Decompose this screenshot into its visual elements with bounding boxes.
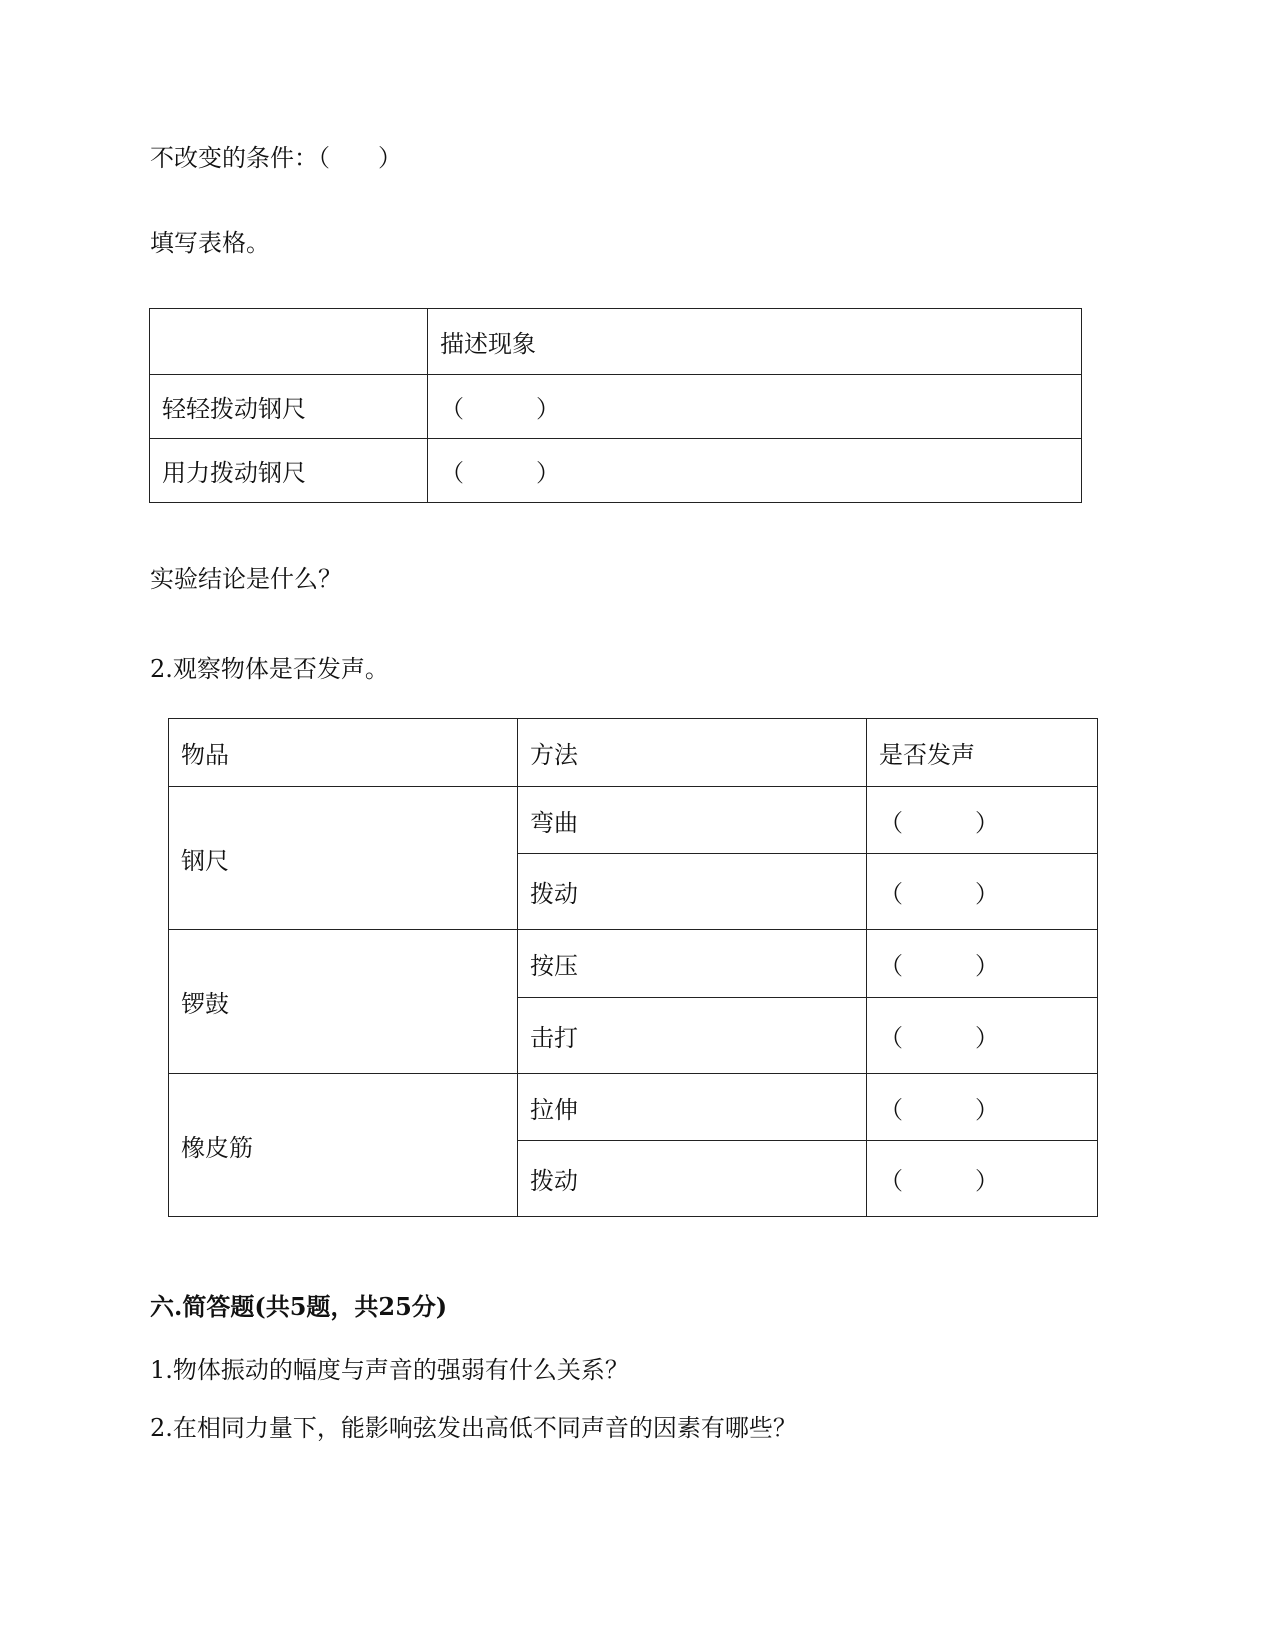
answer-blank[interactable]: （ ）: [879, 1167, 999, 1195]
table-header-cell: 方法: [518, 719, 867, 787]
table-header-row: [150, 309, 1082, 375]
method-cell: 按压: [518, 930, 867, 998]
method-cell: 拨动: [518, 1141, 867, 1217]
method-cell: 击打: [518, 998, 867, 1074]
answer-blank[interactable]: （ ）: [440, 395, 560, 423]
question-2-title: 2.观察物体是否发声。: [150, 655, 389, 683]
action-cell: 轻轻拨动钢尺: [150, 375, 428, 439]
table-row: [169, 930, 1098, 998]
method-cell: 拨动: [518, 854, 867, 930]
table-header-row: [169, 719, 1098, 787]
answer-blank[interactable]: （ ）: [879, 808, 999, 837]
answer-blank[interactable]: （ ）: [879, 1024, 999, 1052]
sound-observation-table: [168, 718, 1098, 1217]
answer-cell: [428, 375, 1082, 439]
answer-blank[interactable]: （ ）: [879, 880, 999, 908]
section-6-question: 1.物体振动的幅度与声音的强弱有什么关系？: [150, 1356, 629, 1384]
table-row: [169, 787, 1098, 854]
table-header-cell: 物品: [169, 719, 518, 787]
answer-blank[interactable]: （ ）: [879, 1095, 999, 1124]
unchanged-condition-prompt: 不改变的条件：（ ）: [150, 144, 402, 172]
answer-blank[interactable]: （ ）: [879, 952, 999, 980]
answer-cell: [428, 439, 1082, 503]
answer-cell: [867, 998, 1098, 1074]
table-row: [150, 375, 1082, 439]
answer-blank[interactable]: （ ）: [440, 459, 560, 487]
section-6-title: 六.简答题(共5题，共25分): [150, 1292, 448, 1321]
item-cell: 橡皮筋: [169, 1074, 518, 1217]
table-row: [169, 1074, 1098, 1141]
item-cell: 锣鼓: [169, 930, 518, 1074]
method-cell: 拉伸: [518, 1074, 867, 1141]
section-6-question: 2.在相同力量下，能影响弦发出高低不同声音的因素有哪些？: [150, 1414, 797, 1442]
observation-table: [149, 308, 1082, 503]
conclusion-question: 实验结论是什么？: [150, 565, 342, 593]
answer-cell: [867, 1141, 1098, 1217]
table-header-cell: 描述现象: [428, 309, 1082, 375]
answer-cell: [867, 930, 1098, 998]
answer-cell: [867, 854, 1098, 930]
item-cell: 钢尺: [169, 787, 518, 930]
method-cell: 弯曲: [518, 787, 867, 854]
table-header-cell: 是否发声: [867, 719, 1098, 787]
fill-table-instruction: 填写表格。: [150, 229, 270, 257]
table-header-cell-empty: [150, 309, 428, 375]
table-row: [150, 439, 1082, 503]
answer-cell: [867, 787, 1098, 854]
answer-cell: [867, 1074, 1098, 1141]
action-cell: 用力拨动钢尺: [150, 439, 428, 503]
